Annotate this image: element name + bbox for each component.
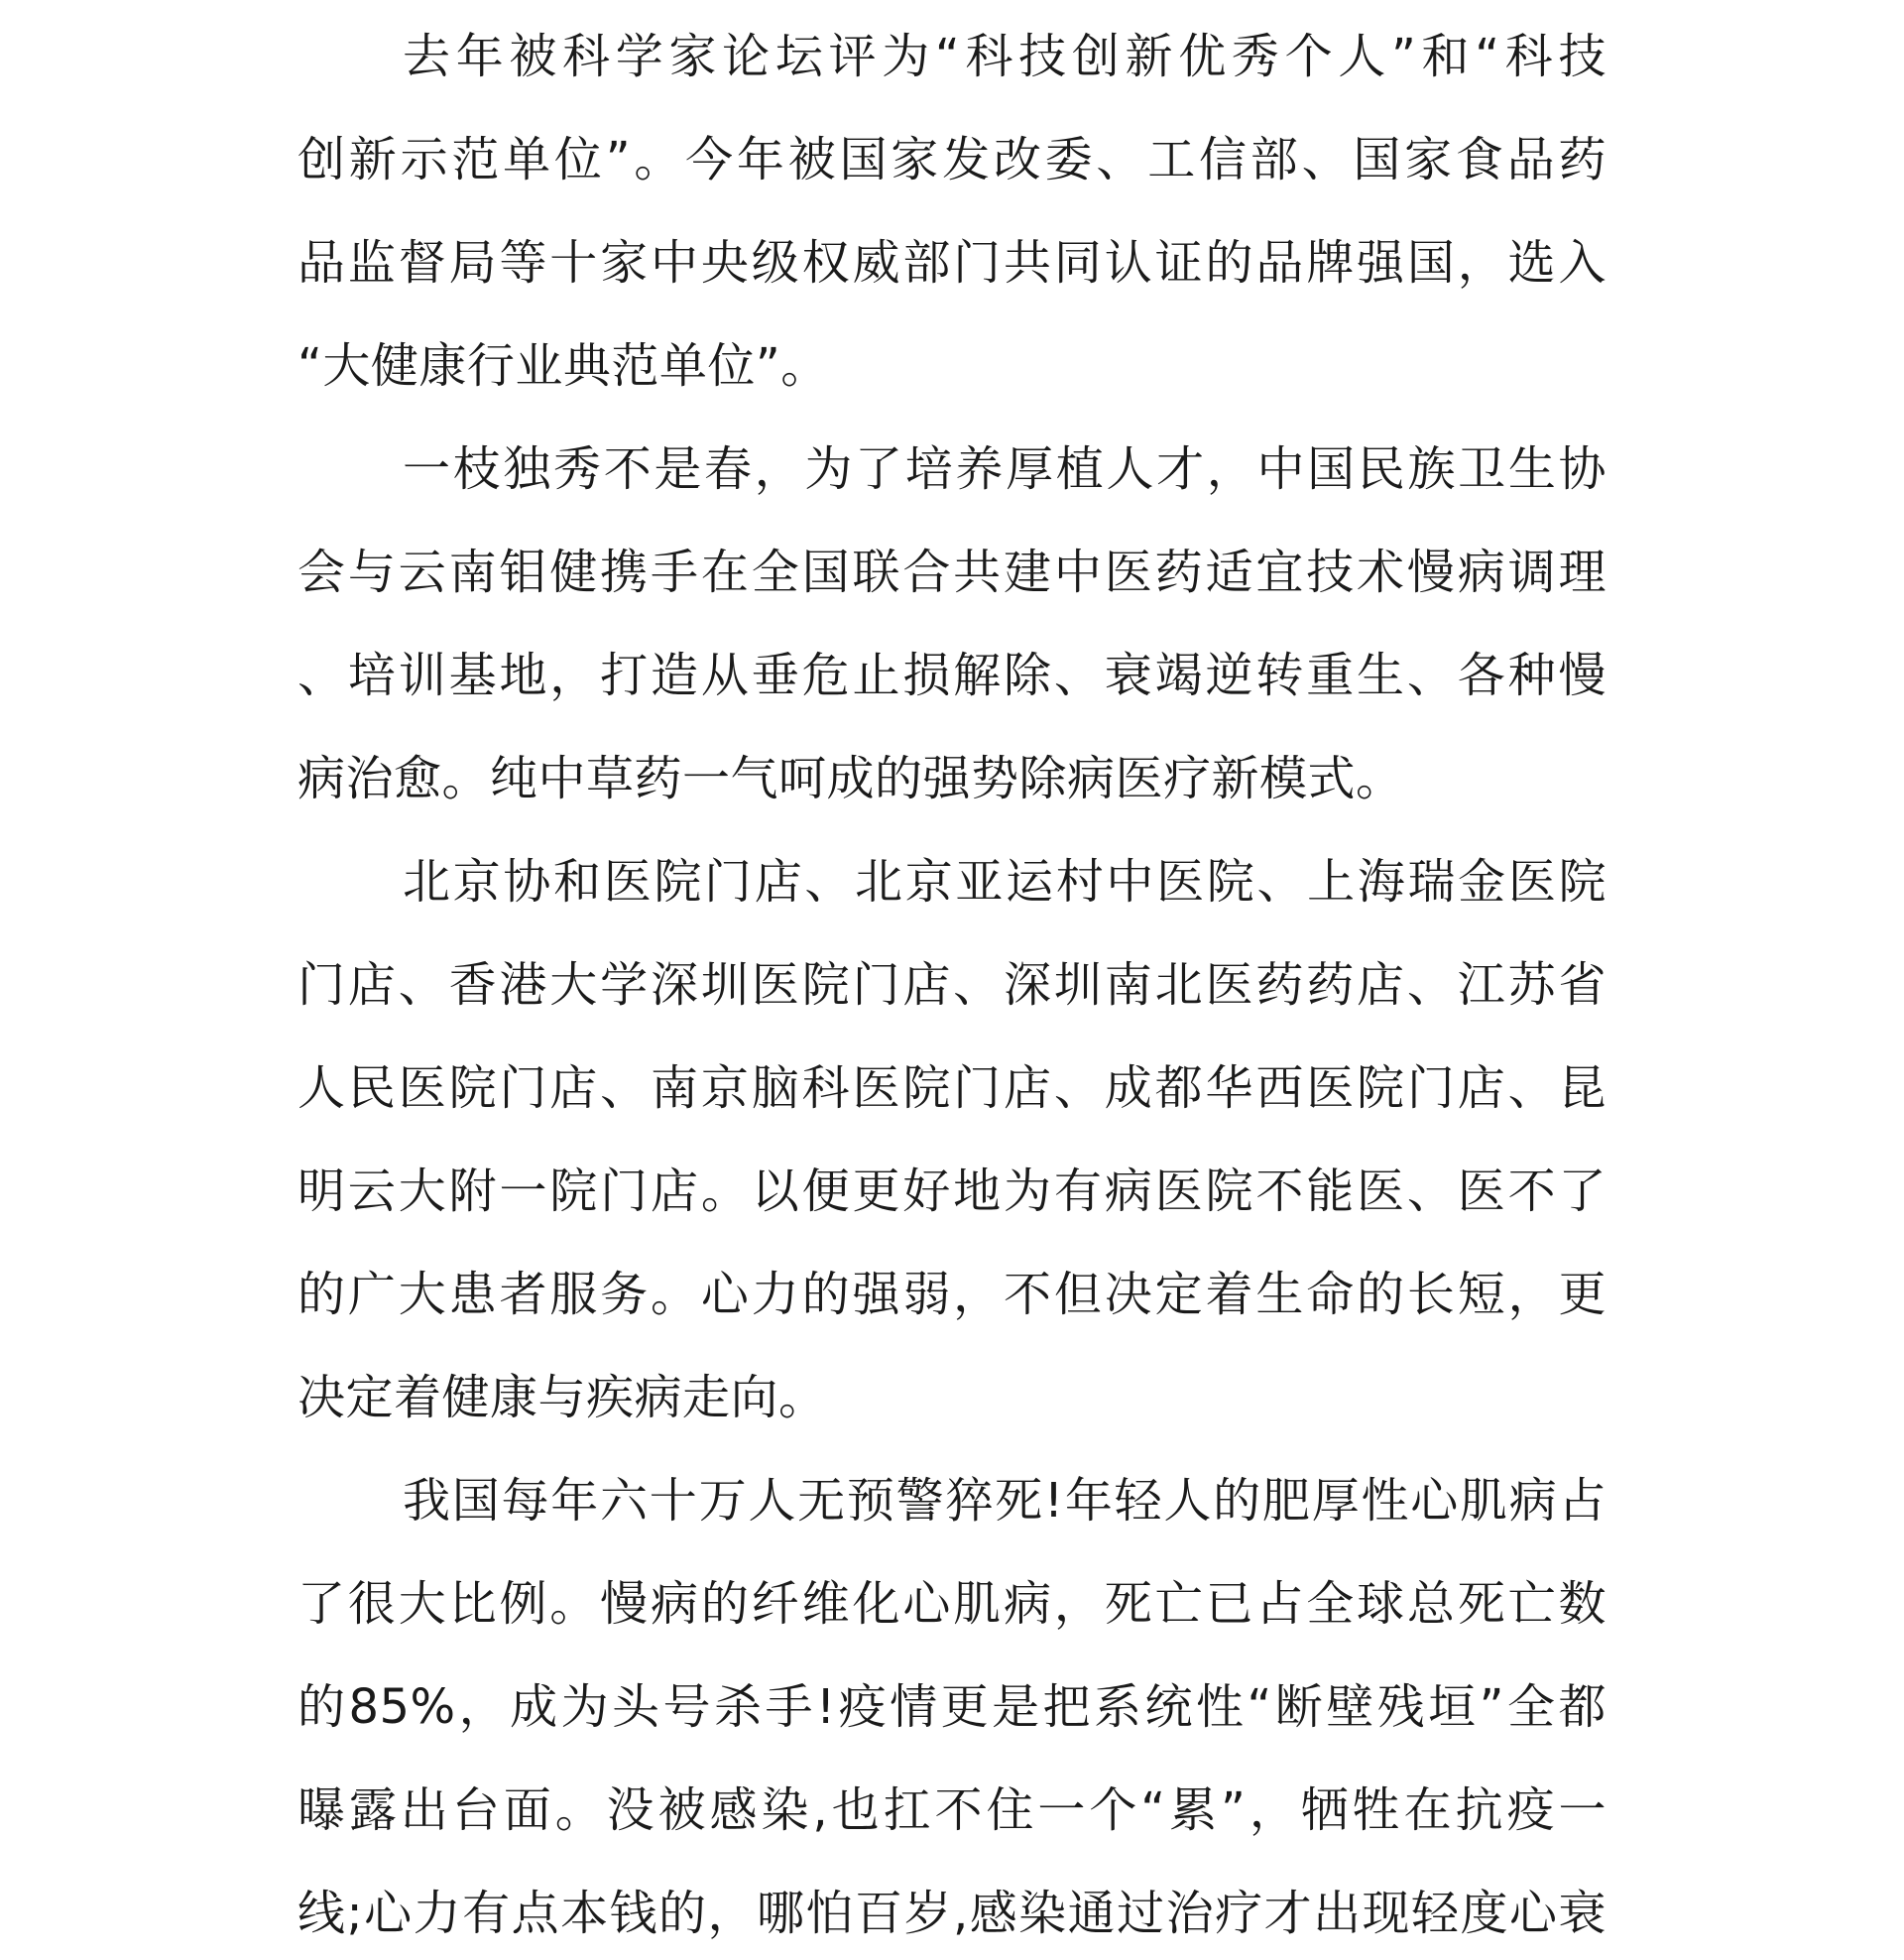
- line-text: 线;心力有点本钱的，哪怕百岁,感染通过治疗才出现轻度心衰: [298, 1885, 1606, 1941]
- line-text: 病治愈。纯中草药一气呵成的强势除病医疗新模式。: [298, 750, 1404, 806]
- paragraph-line: [298, 1135, 1606, 1238]
- paragraph-line: [298, 1238, 1606, 1341]
- paragraph-line: [298, 928, 1606, 1032]
- line-text: 曝露出台面。没被感染,也扛不住一个“累”，牺牲在抗疫一: [298, 1781, 1606, 1838]
- line-text: 的广大患者服务。心力的强弱，不但决定着生命的长短，更: [298, 1266, 1606, 1322]
- line-text: 北京协和医院门店、北京亚运村中医院、上海瑞金医院: [403, 853, 1606, 910]
- line-text: 了很大比例。慢病的纤维化心肌病，死亡已占全球总死亡数: [298, 1575, 1606, 1632]
- paragraph-line: [298, 413, 1606, 516]
- line-text: 品监督局等十家中央级权威部门共同认证的品牌强国，选入: [298, 234, 1606, 291]
- paragraph-line: [298, 1754, 1606, 1857]
- paragraph-line: [298, 103, 1606, 206]
- paragraph-line: [298, 1341, 1606, 1444]
- line-text: 会与云南钼健携手在全国联合共建中医药适宜技术慢病调理: [298, 544, 1606, 600]
- paragraph-line: [298, 1651, 1606, 1754]
- paragraph-line: [298, 516, 1606, 619]
- paragraph-line: [298, 1857, 1606, 1960]
- line-text: 决定着健康与疾病走向。: [298, 1369, 827, 1425]
- paragraph-line: [298, 619, 1606, 722]
- line-text: 我国每年六十万人无预警猝死!年轻人的肥厚性心肌病占: [403, 1472, 1606, 1529]
- line-text: 人民医院门店、南京脑科医院门店、成都华西医院门店、昆: [298, 1059, 1606, 1116]
- line-text: 门店、香港大学深圳医院门店、深圳南北医药药店、江苏省: [298, 956, 1606, 1013]
- line-text: 一枝独秀不是春，为了培养厚植人才，中国民族卫生协: [403, 440, 1606, 497]
- document-body: [298, 0, 1606, 1960]
- paragraph-line: [298, 825, 1606, 928]
- line-text: 、培训基地，打造从垂危止损解除、衰竭逆转重生、各种慢: [298, 647, 1606, 703]
- paragraph-line: [298, 309, 1606, 413]
- paragraph-line: [298, 206, 1606, 309]
- paragraph-line: [298, 722, 1606, 825]
- paragraph-line: [298, 1032, 1606, 1135]
- paragraph-line: [298, 0, 1606, 103]
- line-text: 明云大附一院门店。以便更好地为有病医院不能医、医不了: [298, 1163, 1606, 1219]
- line-text: “大健康行业典范单位”。: [298, 337, 829, 394]
- line-text: 去年被科学家论坛评为“科技创新优秀个人”和“科技: [403, 28, 1606, 84]
- line-text: 创新示范单位”。今年被国家发改委、工信部、国家食品药: [298, 131, 1606, 187]
- paragraph-line: [298, 1547, 1606, 1651]
- paragraph-line: [298, 1444, 1606, 1547]
- line-text: 的85%，成为头号杀手!疫情更是把系统性“断壁残垣”全都: [298, 1678, 1606, 1735]
